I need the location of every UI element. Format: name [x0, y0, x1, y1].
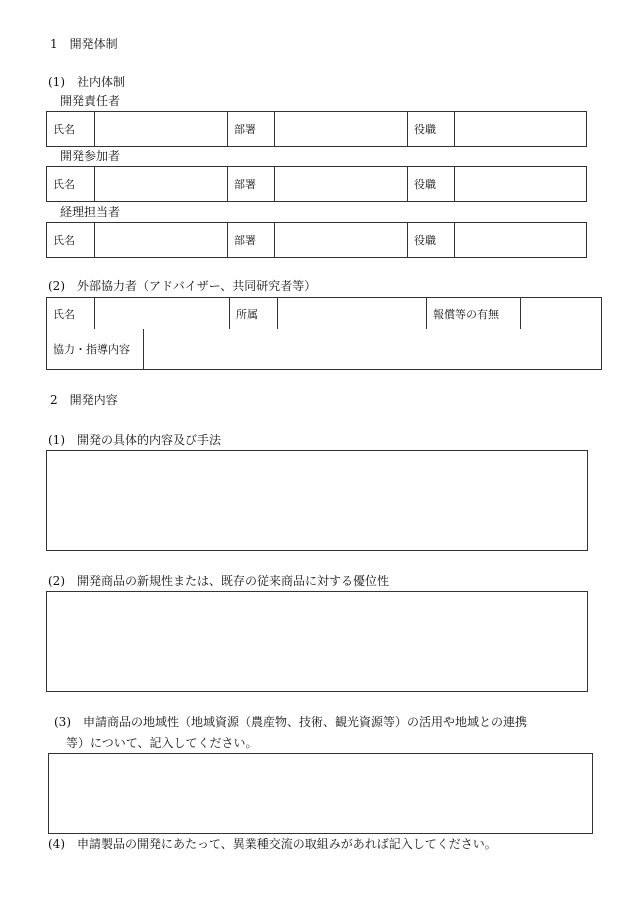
affiliation-label: 所属 — [230, 298, 278, 329]
item-3-label-line1: (3) 申請商品の地域性（地域資源（農産物、技術、観光資源等）の活用や地域との連携 — [54, 715, 528, 729]
item-1-label: (1) 開発の具体的内容及び手法 — [48, 433, 221, 447]
lead-developer-row — [46, 111, 587, 147]
reward-label: 報償等の有無 — [427, 298, 521, 329]
group-title-lead-developer: 開発責任者 — [60, 94, 121, 108]
group-title-accounting: 経理担当者 — [60, 205, 121, 219]
item-2-label: (2) 開発商品の新規性または、既存の従来商品に対する優位性 — [48, 574, 390, 588]
role-label: 役職 — [408, 223, 455, 257]
item-3-textarea[interactable] — [48, 753, 593, 834]
item-3-label-line2: 等）について、記入してください。 — [66, 736, 258, 750]
section-2-title: 2 開発内容 — [50, 393, 118, 407]
name-label: 氏名 — [47, 167, 95, 201]
external-guidance-field[interactable] — [144, 329, 601, 369]
section-1-title: 1 開発体制 — [50, 37, 118, 51]
accounting-row — [46, 222, 587, 258]
dept-label: 部署 — [228, 112, 275, 146]
lead-developer-name-field[interactable] — [95, 112, 228, 146]
role-label: 役職 — [408, 167, 455, 201]
item-4-label: (4) 申請製品の開発にあたって、異業種交流の取組みがあれば記入してください。 — [48, 837, 497, 851]
name-label: 氏名 — [47, 298, 95, 329]
dept-label: 部署 — [228, 167, 275, 201]
item-2-textarea[interactable] — [46, 591, 588, 692]
external-collaborators-heading: (2) 外部協力者（アドバイザー、共同研究者等） — [48, 279, 317, 293]
external-affiliation-field[interactable] — [278, 298, 427, 329]
participants-row — [46, 166, 587, 202]
group-title-participants: 開発参加者 — [60, 149, 121, 163]
role-label: 役職 — [408, 112, 455, 146]
accounting-name-field[interactable] — [95, 223, 228, 257]
external-reward-field[interactable] — [521, 298, 601, 329]
participants-dept-field[interactable] — [275, 167, 408, 201]
accounting-role-field[interactable] — [455, 223, 586, 257]
name-label: 氏名 — [47, 223, 95, 257]
guidance-label: 協力・指導内容 — [47, 329, 144, 369]
lead-developer-dept-field[interactable] — [275, 112, 408, 146]
participants-name-field[interactable] — [95, 167, 228, 201]
lead-developer-role-field[interactable] — [455, 112, 586, 146]
accounting-dept-field[interactable] — [275, 223, 408, 257]
external-row-2 — [46, 329, 602, 370]
external-row-1 — [46, 297, 602, 330]
participants-role-field[interactable] — [455, 167, 586, 201]
dept-label: 部署 — [228, 223, 275, 257]
external-name-field[interactable] — [95, 298, 230, 329]
internal-structure-heading: (1) 社内体制 — [48, 75, 125, 89]
name-label: 氏名 — [47, 112, 95, 146]
item-1-textarea[interactable] — [46, 450, 588, 551]
